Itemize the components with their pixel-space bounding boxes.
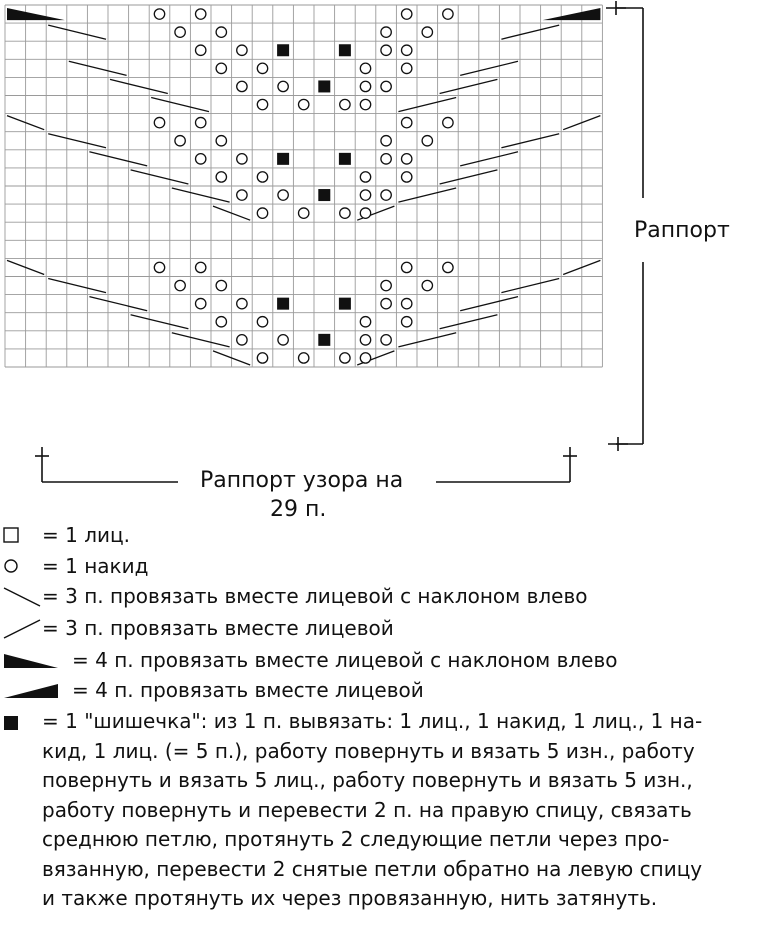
yarn-over-symbol [360,99,370,109]
wedge-left-icon [2,648,62,674]
legend-text-yarn-over: = 1 накид [42,554,149,578]
yarn-over-symbol [299,208,309,218]
yarn-over-symbol [340,99,350,109]
k3tog-symbol [440,79,498,93]
yarn-over-symbol [237,298,247,308]
k3tog-left-symbol [131,315,189,329]
yarn-over-symbol [422,136,432,146]
bobble-line: вязанную, перевести 2 снятые петли обратно на левую спицу [42,856,703,881]
yarn-over-symbol [257,99,267,109]
yarn-over-symbol [216,136,226,146]
yarn-over-symbol [340,353,350,363]
yarn-over-symbol [237,154,247,164]
yarn-over-symbol [216,63,226,73]
chart-grid [5,5,602,367]
yarn-over-symbol [340,208,350,218]
yarn-over-symbol [402,172,412,182]
yarn-over-symbol [381,136,391,146]
k4tog-left-symbol [7,8,65,20]
legend-item-yarn-over [0,552,780,582]
bobble-line: среднюю петлю, протянуть 2 следующие петли через про- [42,827,670,851]
legend-text-knit: = 1 лиц. [42,523,130,547]
yarn-over-symbol [360,81,370,91]
yarn-over-symbol [443,262,453,272]
repeat-vertical-label: Раппорт [634,218,730,243]
k3tog-symbol [501,279,559,293]
yarn-over-symbol [257,353,267,363]
yarn-over-symbol [216,27,226,37]
yarn-over-symbol [196,298,206,308]
k3tog-symbol [398,98,456,112]
k3tog-symbol [501,134,559,148]
k3tog-symbol [460,61,518,75]
yarn-over-symbol [154,117,164,127]
k3tog-left-symbol [172,188,230,202]
legend-item-k3tog-left [0,582,780,612]
legend-text-bobble [42,707,702,914]
yarn-over-symbol [422,280,432,290]
yarn-over-symbol [381,45,391,55]
yarn-over-symbol [360,172,370,182]
k3tog-left-symbol [89,152,147,166]
yarn-over-symbol [360,208,370,218]
k3tog-left-symbol [48,134,106,148]
bobble-line: = 1 "шишечка": из 1 п. вывязать: 1 лиц., 1 накид, 1 лиц., 1 на- [42,709,703,733]
yarn-over-symbol [381,298,391,308]
yarn-over-symbol [381,27,391,37]
k3tog-symbol [440,170,498,184]
k4tog-symbol [543,8,601,20]
k3tog-left-symbol [110,79,168,93]
bobble-symbol [318,189,330,201]
yarn-over-symbol [237,45,247,55]
bobble-symbol [318,80,330,92]
yarn-over-symbol [216,172,226,182]
bobble-line: и также протянуть их через провязанную, нить затянуть. [42,886,658,910]
k3tog-symbol [460,297,518,311]
circle-icon [2,554,24,576]
bobble-symbol [339,153,351,165]
yarn-over-symbol [257,208,267,218]
filled-square-icon [2,709,24,735]
yarn-over-symbol [299,353,309,363]
bobble-symbol [318,334,330,346]
k3tog-left-symbol [48,279,106,293]
k3tog-left-symbol [48,25,106,39]
legend-item-k4tog-left [0,646,780,676]
k3tog-symbol [460,152,518,166]
yarn-over-symbol [443,9,453,19]
legend-text-k4tog: = 4 п. провязать вместе лицевой [72,678,424,702]
yarn-over-symbol [196,9,206,19]
yarn-over-symbol [257,172,267,182]
repeat-horizontal-label: Раппорт узора на [200,468,404,493]
yarn-over-symbol [360,63,370,73]
repeat-brackets [35,1,643,482]
bobble-symbol [277,44,289,56]
yarn-over-symbol [278,335,288,345]
yarn-over-symbol [278,81,288,91]
yarn-over-symbol [422,27,432,37]
yarn-over-symbol [175,27,185,37]
yarn-over-symbol [402,45,412,55]
yarn-over-symbol [196,117,206,127]
yarn-over-symbol [237,190,247,200]
yarn-over-symbol [175,136,185,146]
yarn-over-symbol [381,335,391,345]
k3tog-left-symbol [151,98,209,112]
yarn-over-symbol [299,99,309,109]
chart-stitches [7,8,600,365]
legend-item-k3tog [0,614,780,644]
legend-item-knit [0,521,780,551]
yarn-over-symbol [381,154,391,164]
yarn-over-symbol [402,262,412,272]
yarn-over-symbol [402,298,412,308]
square-icon [2,523,24,545]
k3tog-symbol [501,25,559,39]
slash-left-icon [2,584,42,610]
legend-text-k3tog: = 3 п. провязать вместе лицевой [42,616,394,640]
k3tog-symbol [440,315,498,329]
yarn-over-symbol [360,190,370,200]
yarn-over-symbol [360,317,370,327]
k3tog-left-symbol [89,297,147,311]
yarn-over-symbol [237,81,247,91]
yarn-over-symbol [381,190,391,200]
slash-right-icon [2,616,42,642]
yarn-over-symbol [196,154,206,164]
yarn-over-symbol [360,335,370,345]
legend-text-k3tog-left: = 3 п. провязать вместе лицевой с наклоном влево [42,584,588,608]
yarn-over-symbol [402,63,412,73]
yarn-over-symbol [360,353,370,363]
yarn-over-symbol [402,117,412,127]
bobble-symbol [277,153,289,165]
legend-text-k4tog-left: = 4 п. провязать вместе лицевой с наклоном влево [72,648,618,672]
bobble-symbol [339,298,351,310]
yarn-over-symbol [402,9,412,19]
k3tog-left-symbol [172,333,230,347]
repeat-horizontal-label-count: 29 п. [270,497,327,522]
k3tog-symbol [398,333,456,347]
k3tog-left-symbol [131,170,189,184]
k3tog-left-symbol [69,61,127,75]
yarn-over-symbol [278,190,288,200]
yarn-over-symbol [443,117,453,127]
yarn-over-symbol [154,9,164,19]
yarn-over-symbol [216,317,226,327]
yarn-over-symbol [196,45,206,55]
bobble-line: повернуть и вязать 5 лиц., работу повернуть и вязать 5 изн., [42,768,693,792]
bobble-line: работу повернуть и перевести 2 п. на правую спицу, связать [42,797,692,822]
legend-item-bobble [0,707,780,927]
yarn-over-symbol [381,280,391,290]
wedge-right-icon [2,678,62,704]
yarn-over-symbol [257,317,267,327]
yarn-over-symbol [402,154,412,164]
yarn-over-symbol [257,63,267,73]
bobble-symbol [339,44,351,56]
yarn-over-symbol [402,317,412,327]
yarn-over-symbol [216,280,226,290]
yarn-over-symbol [154,262,164,272]
yarn-over-symbol [237,335,247,345]
k3tog-symbol [398,188,456,202]
yarn-over-symbol [175,280,185,290]
yarn-over-symbol [381,81,391,91]
legend-item-k4tog [0,676,780,706]
yarn-over-symbol [196,262,206,272]
bobble-line: кид, 1 лиц. (= 5 п.), работу повернуть и вязать 5 изн., работу [42,738,695,763]
bobble-symbol [277,298,289,310]
